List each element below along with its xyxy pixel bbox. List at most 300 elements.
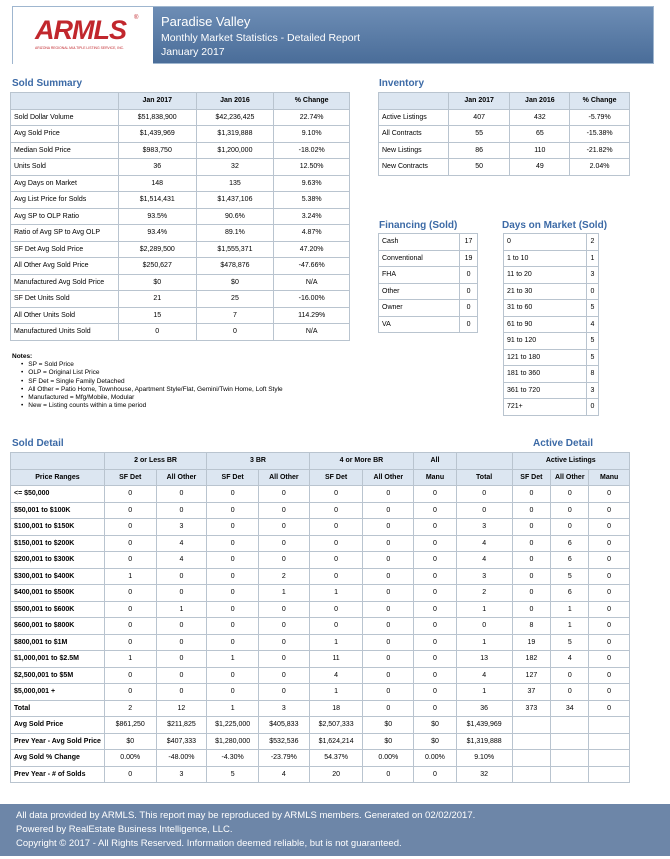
row-label: $100,001 to $150K [11, 519, 105, 536]
table-cell: 0 [589, 552, 630, 569]
table-cell: -47.66% [274, 258, 350, 275]
table-cell: 0 [259, 618, 310, 635]
table-row [379, 126, 630, 143]
table-cell: -15.38% [570, 126, 630, 143]
table-cell: $0 [363, 733, 414, 750]
table-row [379, 316, 478, 333]
column-header [379, 93, 449, 110]
table-cell: 4 [456, 667, 512, 684]
inventory-table [378, 92, 630, 176]
table-cell: 0 [104, 585, 156, 602]
financing-title: Financing (Sold) [379, 220, 458, 231]
table-cell: 4 [309, 667, 363, 684]
table-row [504, 267, 599, 284]
table-cell: 3 [456, 568, 512, 585]
table-cell: 0 [156, 634, 207, 651]
row-label: Avg Sold Price [11, 717, 105, 734]
table-cell: 0 [156, 618, 207, 635]
table-cell: $532,536 [259, 733, 310, 750]
table-cell: 15 [118, 307, 196, 324]
table-cell: 9.10% [456, 750, 512, 767]
table-cell: 1 [309, 634, 363, 651]
table-cell: 13 [456, 651, 512, 668]
table-cell: -5.79% [570, 109, 630, 126]
table-cell: 0 [512, 552, 551, 569]
row-label: Active Listings [379, 109, 449, 126]
table-cell: 0 [363, 700, 414, 717]
column-header: SF Det [207, 469, 259, 486]
table-row [504, 333, 599, 350]
financing-table [378, 233, 478, 333]
row-label: 91 to 120 [504, 333, 587, 350]
row-label: $150,001 to $200K [11, 535, 105, 552]
row-label: Prev Year - # of Solds [11, 766, 105, 783]
table-cell: 0 [551, 667, 589, 684]
group-header: All [414, 453, 457, 470]
table-row [379, 109, 630, 126]
table-cell: 0 [104, 535, 156, 552]
table-cell: $0 [414, 733, 457, 750]
notes-list [12, 361, 283, 410]
row-label: $800,001 to $1M [11, 634, 105, 651]
row-label: FHA [379, 267, 460, 284]
table-cell: 0 [589, 585, 630, 602]
table-cell: 0 [104, 502, 156, 519]
footer-line-1: All data provided by ARMLS. This report may be reproduced by ARMLS members. Generated on 02/02/2017. [16, 810, 476, 821]
table-cell: 0 [156, 684, 207, 701]
empty-cell [589, 750, 630, 767]
table-cell: 0 [414, 502, 457, 519]
table-cell: $1,319,888 [196, 126, 274, 143]
table-cell: 0 [460, 300, 478, 317]
row-label: <= $50,000 [11, 486, 105, 503]
table-cell: 7 [196, 307, 274, 324]
table-cell: 0 [207, 486, 259, 503]
table-cell: 1 [551, 618, 589, 635]
table-cell: 5 [587, 333, 599, 350]
row-label: Avg Days on Market [11, 175, 119, 192]
header-row [11, 469, 630, 486]
table-cell: 2 [456, 585, 512, 602]
table-cell: 0 [414, 519, 457, 536]
table-cell: 0 [363, 618, 414, 635]
table-cell: $0 [118, 274, 196, 291]
table-row [504, 399, 599, 416]
table-cell: -48.00% [156, 750, 207, 767]
column-header: All Other [551, 469, 589, 486]
report-subtitle: Monthly Market Statistics - Detailed Report [161, 32, 360, 44]
table-cell: 34 [551, 700, 589, 717]
table-cell: 8 [587, 366, 599, 383]
row-label: All Other Avg Sold Price [11, 258, 119, 275]
row-label: All Contracts [379, 126, 449, 143]
column-header: Jan 2017 [118, 93, 196, 110]
table-row [11, 192, 350, 209]
dom-title: Days on Market (Sold) [502, 220, 608, 231]
table-cell: 0 [309, 502, 363, 519]
table-row [379, 159, 630, 176]
table-cell: 6 [551, 585, 589, 602]
table-row [11, 142, 350, 159]
table-cell: $1,200,000 [196, 142, 274, 159]
table-cell: 0 [589, 700, 630, 717]
table-cell: $0 [363, 717, 414, 734]
report-title: Paradise Valley [161, 14, 251, 29]
note-item: • OLP = Original List Price [21, 369, 283, 377]
row-label: $50,001 to $100K [11, 502, 105, 519]
table-cell: $405,833 [259, 717, 310, 734]
table-cell: 4 [456, 552, 512, 569]
note-item: • All Other = Patio Home, Townhouse, Apartment Style/Flat, Gemini/Twin Home, Loft Style [21, 386, 283, 394]
table-cell: -21.82% [570, 142, 630, 159]
table-cell: 1 [259, 585, 310, 602]
row-label: $600,001 to $800K [11, 618, 105, 635]
footer [0, 804, 670, 856]
row-label: Units Sold [11, 159, 119, 176]
table-cell: 0 [259, 667, 310, 684]
table-cell: -23.79% [259, 750, 310, 767]
report-header [12, 6, 654, 64]
table-cell: 0 [363, 601, 414, 618]
table-cell: 50 [448, 159, 510, 176]
table-cell: 0 [589, 568, 630, 585]
table-row [504, 349, 599, 366]
table-cell: 11 [309, 651, 363, 668]
table-cell: 0 [456, 486, 512, 503]
table-cell: $1,624,214 [309, 733, 363, 750]
table-row [11, 241, 350, 258]
table-cell: 0 [414, 684, 457, 701]
table-cell: 20 [309, 766, 363, 783]
table-cell: 12.50% [274, 159, 350, 176]
table-cell: 0 [551, 502, 589, 519]
row-label: 181 to 360 [504, 366, 587, 383]
sold-detail-title: Sold Detail [12, 438, 64, 449]
table-row [379, 234, 478, 251]
empty-cell [512, 766, 551, 783]
table-cell: 25 [196, 291, 274, 308]
table-cell: 3 [587, 382, 599, 399]
table-cell: 6 [551, 535, 589, 552]
table-cell: 0 [512, 585, 551, 602]
table-cell: $250,627 [118, 258, 196, 275]
table-cell: 0 [207, 552, 259, 569]
table-cell: $0 [196, 274, 274, 291]
column-header: All Other [363, 469, 414, 486]
table-cell: 1 [551, 601, 589, 618]
table-cell: 0 [207, 618, 259, 635]
row-label: Median Sold Price [11, 142, 119, 159]
row-label: 721+ [504, 399, 587, 416]
table-cell: 0 [207, 568, 259, 585]
table-cell: 0 [589, 502, 630, 519]
table-cell: 0 [156, 502, 207, 519]
table-cell: 0 [156, 585, 207, 602]
table-cell: $1,439,969 [118, 126, 196, 143]
table-cell: 0 [414, 766, 457, 783]
table-cell: 432 [510, 109, 570, 126]
table-row [11, 519, 630, 536]
table-row [11, 225, 350, 242]
table-cell: 2 [587, 234, 599, 251]
row-label: Avg Sold % Change [11, 750, 105, 767]
table-row [11, 651, 630, 668]
table-cell: 0 [104, 684, 156, 701]
table-cell: 2.04% [570, 159, 630, 176]
table-cell: 0 [259, 519, 310, 536]
column-header: SF Det [512, 469, 551, 486]
table-cell: 3 [156, 519, 207, 536]
table-cell: $51,838,900 [118, 109, 196, 126]
table-cell: 407 [448, 109, 510, 126]
table-cell: 5.38% [274, 192, 350, 209]
table-cell: 37 [512, 684, 551, 701]
table-cell: 3 [259, 700, 310, 717]
empty-header-cell [456, 453, 512, 470]
table-cell: 89.1% [196, 225, 274, 242]
table-cell: 0 [414, 486, 457, 503]
table-cell: 8 [512, 618, 551, 635]
table-cell: $478,876 [196, 258, 274, 275]
table-cell: 32 [456, 766, 512, 783]
table-cell: 0 [259, 634, 310, 651]
table-cell: $1,280,000 [207, 733, 259, 750]
table-cell: 21 [118, 291, 196, 308]
table-cell: 0 [104, 766, 156, 783]
table-cell: 0 [589, 535, 630, 552]
row-label: Manufactured Units Sold [11, 324, 119, 341]
table-cell: 0 [460, 316, 478, 333]
table-cell: 2 [104, 700, 156, 717]
table-row [11, 535, 630, 552]
row-label: VA [379, 316, 460, 333]
table-cell: 5 [587, 300, 599, 317]
table-cell: 86 [448, 142, 510, 159]
table-cell: $861,250 [104, 717, 156, 734]
table-cell: 1 [156, 601, 207, 618]
table-cell: 0 [259, 535, 310, 552]
empty-cell [512, 733, 551, 750]
table-cell: 0 [551, 486, 589, 503]
table-cell: $1,319,888 [456, 733, 512, 750]
table-cell: $1,225,000 [207, 717, 259, 734]
table-cell: 0 [589, 618, 630, 635]
table-cell: 0 [207, 519, 259, 536]
table-cell: 0 [156, 667, 207, 684]
table-row [11, 552, 630, 569]
sold-summary-table [10, 92, 350, 341]
table-cell: 0 [104, 618, 156, 635]
table-row [11, 667, 630, 684]
table-cell: 0 [460, 283, 478, 300]
table-cell: $0 [104, 733, 156, 750]
row-label: $1,000,001 to $2.5M [11, 651, 105, 668]
inventory-title: Inventory [379, 78, 425, 89]
note-item: • Manufactured = Mfg/Mobile, Modular [21, 394, 283, 402]
table-cell: 0 [259, 684, 310, 701]
table-cell: 0 [414, 667, 457, 684]
row-label: Prev Year - Avg Sold Price [11, 733, 105, 750]
summary-row [11, 700, 630, 717]
table-cell: $983,750 [118, 142, 196, 159]
table-cell: 9.10% [274, 126, 350, 143]
sold-summary-title: Sold Summary [12, 78, 83, 89]
row-label: Owner [379, 300, 460, 317]
table-cell: 1 [309, 585, 363, 602]
table-cell: 0 [551, 519, 589, 536]
table-cell: 135 [196, 175, 274, 192]
table-cell: 4 [156, 552, 207, 569]
table-cell: 36 [456, 700, 512, 717]
table-cell: 5 [207, 766, 259, 783]
notes [12, 353, 283, 410]
empty-cell [551, 750, 589, 767]
table-cell: -16.00% [274, 291, 350, 308]
table-cell: 0 [512, 601, 551, 618]
table-cell: 0 [363, 651, 414, 668]
table-cell: 0.00% [104, 750, 156, 767]
table-cell: 0 [460, 267, 478, 284]
empty-cell [589, 733, 630, 750]
table-cell: -18.02% [274, 142, 350, 159]
table-cell: 1 [456, 684, 512, 701]
active-detail-title: Active Detail [533, 438, 594, 449]
row-label: Sold Dollar Volume [11, 109, 119, 126]
table-cell: 0 [104, 486, 156, 503]
row-label: 0 [504, 234, 587, 251]
row-label: Total [11, 700, 105, 717]
row-label: New Contracts [379, 159, 449, 176]
row-label: 121 to 180 [504, 349, 587, 366]
table-cell: 19 [460, 250, 478, 267]
table-row [11, 502, 630, 519]
table-cell: $407,333 [156, 733, 207, 750]
row-label: Conventional [379, 250, 460, 267]
row-label: 61 to 90 [504, 316, 587, 333]
table-cell: 0 [309, 486, 363, 503]
table-cell: N/A [274, 274, 350, 291]
table-cell: 0 [363, 766, 414, 783]
table-cell: 4 [551, 651, 589, 668]
table-cell: 5 [587, 349, 599, 366]
table-cell: 0 [156, 486, 207, 503]
row-label: Cash [379, 234, 460, 251]
table-cell: 1 [456, 634, 512, 651]
table-cell: 0 [363, 552, 414, 569]
column-header [11, 93, 119, 110]
table-cell: 0 [414, 651, 457, 668]
table-row [504, 382, 599, 399]
summary-row [11, 750, 630, 767]
table-cell: 2 [259, 568, 310, 585]
table-cell: 0 [207, 601, 259, 618]
table-cell: 0 [414, 700, 457, 717]
row-label: Ratio of Avg SP to Avg OLP [11, 225, 119, 242]
table-cell: N/A [274, 324, 350, 341]
empty-cell [551, 766, 589, 783]
row-label: SF Det Units Sold [11, 291, 119, 308]
table-cell: 0 [207, 667, 259, 684]
table-cell: 3.24% [274, 208, 350, 225]
column-header: SF Det [309, 469, 363, 486]
table-cell: 1 [456, 601, 512, 618]
table-row [379, 267, 478, 284]
table-row [504, 316, 599, 333]
table-cell: 93.5% [118, 208, 196, 225]
table-cell: 0.00% [414, 750, 457, 767]
table-cell: $1,439,969 [456, 717, 512, 734]
table-cell: 1 [104, 568, 156, 585]
table-row [379, 250, 478, 267]
column-header: Manu [414, 469, 457, 486]
table-cell: 0 [118, 324, 196, 341]
report-period: January 2017 [161, 46, 225, 58]
table-cell: 182 [512, 651, 551, 668]
table-cell: 0 [363, 568, 414, 585]
days-on-market-table [503, 233, 599, 416]
table-cell: 0 [414, 552, 457, 569]
row-label: All Other Units Sold [11, 307, 119, 324]
table-cell: 47.20% [274, 241, 350, 258]
notes-title: Notes: [12, 353, 33, 360]
table-cell: 0 [589, 519, 630, 536]
table-cell: 0 [156, 568, 207, 585]
row-label: $2,500,001 to $5M [11, 667, 105, 684]
table-cell: $2,289,500 [118, 241, 196, 258]
table-cell: 1 [207, 651, 259, 668]
table-cell: 1 [104, 651, 156, 668]
table-cell: 18 [309, 700, 363, 717]
table-row [11, 486, 630, 503]
table-cell: 1 [309, 684, 363, 701]
group-header: 4 or More BR [309, 453, 413, 470]
table-cell: 0 [104, 634, 156, 651]
table-row [11, 307, 350, 324]
table-row [11, 601, 630, 618]
table-cell: 0 [104, 601, 156, 618]
table-cell: 0 [414, 634, 457, 651]
empty-cell [551, 717, 589, 734]
table-row [11, 585, 630, 602]
row-label: $400,001 to $500K [11, 585, 105, 602]
table-row [504, 300, 599, 317]
table-cell: 0 [414, 568, 457, 585]
footer-line-2: Powered by RealEstate Business Intelligence, LLC. [16, 824, 233, 835]
table-cell: 36 [118, 159, 196, 176]
table-cell: 0 [363, 535, 414, 552]
empty-cell [512, 717, 551, 734]
table-cell: 0 [589, 634, 630, 651]
table-cell: 9.63% [274, 175, 350, 192]
table-cell: 0 [259, 486, 310, 503]
row-label: New Listings [379, 142, 449, 159]
table-cell: 0 [156, 651, 207, 668]
title-band [153, 7, 653, 63]
armls-logo [13, 7, 153, 65]
table-cell: 0 [512, 502, 551, 519]
row-label: SF Det Avg Sold Price [11, 241, 119, 258]
table-cell: 1 [587, 250, 599, 267]
table-cell: 0 [363, 684, 414, 701]
table-cell: 0 [363, 486, 414, 503]
table-cell: 3 [156, 766, 207, 783]
table-cell: 3 [587, 267, 599, 284]
table-row [11, 126, 350, 143]
table-cell: 0 [589, 667, 630, 684]
footer-line-3: Copyright © 2017 - All Rights Reserved. Information deemed reliable, but is not guaranteed. [16, 838, 402, 849]
table-cell: 0 [456, 618, 512, 635]
table-cell: 4 [456, 535, 512, 552]
